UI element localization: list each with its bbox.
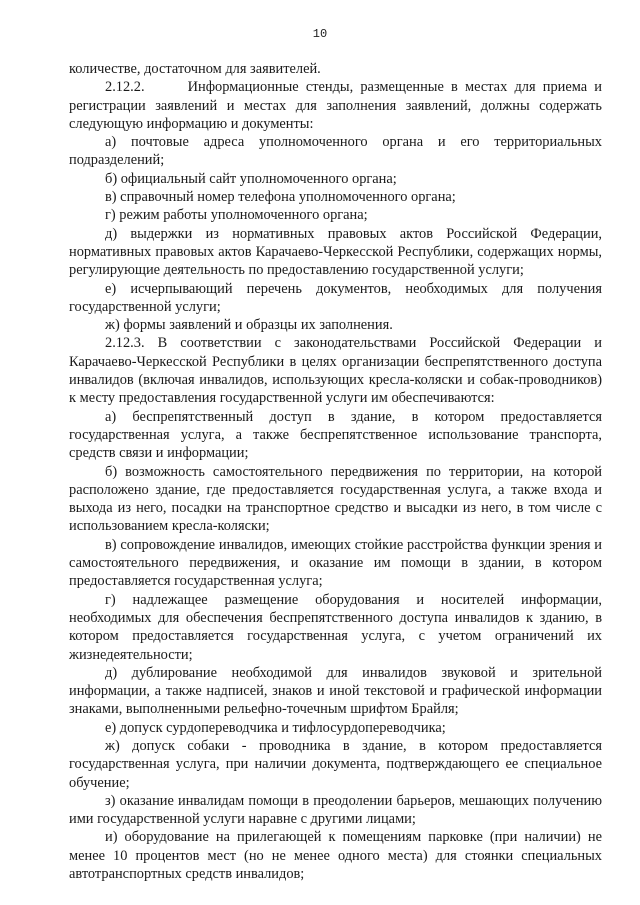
list-item-d-legal-acts: д) выдержки из нормативных правовых актов Российской Федерации, нормативных правовых актов Карачаево-Черкесской Республики, содержащих нормы, регулирующие деятельность по предоставлению государственной услуги; — [69, 225, 602, 279]
list-item-zh-guide-dog: ж) допуск собаки - проводника в здание, в котором предоставляется государственная услуга, при наличии документа, подтверждающего ее специальное обучение; — [69, 737, 602, 791]
list-item-g-equipment: г) надлежащее размещение оборудования и носителей информации, необходимых для обеспечения беспрепятственного доступа инвалидов к зданию, в котором предоставляется государственная услуга, с учетом ограничений их жизнедеятельности; — [69, 591, 602, 663]
list-item-i-parking: и) оборудование на прилегающей к помещениям парковке (при наличии) не менее 10 процентов мест (но не менее одного места) для стоянки специальных автотранспортных средств инвалидов; — [69, 829, 602, 883]
list-item-b-website: б) официальный сайт уполномоченного органа; — [105, 170, 397, 187]
list-item-zh-forms: ж) формы заявлений и образцы их заполнения. — [105, 317, 393, 334]
list-item-e-interpreter: е) допуск сурдопереводчика и тифлосурдопереводчика; — [105, 719, 446, 736]
paragraph-continuation: количестве, достаточном для заявителей. — [69, 61, 321, 77]
paragraph-2-12-3: 2.12.3. В соответствии с законодательствами Российской Федерации и Карачаево-Черкесской Республики в целях организации беспрепятственного доступа инвалидов (включая инвалидов, использующих кресла-коляски и собак-проводников) к месту предоставления государственной услуги им обеспечиваются: — [69, 335, 602, 407]
list-item-v-escort: в) сопровождение инвалидов, имеющих стойкие расстройства функции зрения и самостоятельного передвижения, и оказание им помощи в здании, в котором предоставляется государственная услуга; — [69, 536, 602, 590]
list-item-d-braille: д) дублирование необходимой для инвалидов звуковой и зрительной информации, а также надписей, знаков и иной текстовой и графической информации знаками, выполненными рельефно-точечным шрифтом Брайля; — [69, 664, 602, 718]
list-item-z-barriers: з) оказание инвалидам помощи в преодолении барьеров, мешающих получению ими государственной услуги наравне с другими лицами; — [69, 792, 602, 828]
list-item-a-addresses: а) почтовые адреса уполномоченного органа и его территориальных подразделений; — [69, 134, 602, 169]
list-item-e-documents: е) исчерпывающий перечень документов, необходимых для получения государственной услуги; — [69, 280, 602, 315]
paragraph-2-12-2: 2.12.2. Информационные стенды, размещенные в местах для приема и регистрации заявлений и местах для заполнения заявлений, должны содержать следующую информацию и документы: — [69, 79, 602, 132]
document-body — [69, 60, 602, 883]
page-number: 10 — [312, 27, 328, 41]
list-item-b-movement: б) возможность самостоятельного передвижения по территории, на которой расположено здание, где предоставляется государственная услуга, а также входа и выхода из него, посадки на транспортное средство и высадки из него, в том числе с использованием кресла-коляски; — [69, 463, 602, 535]
list-item-a-access: а) беспрепятственный доступ в здание, в котором предоставляется государственная услуга, а также беспрепятственное использование транспорта, средств связи и информации; — [69, 408, 602, 462]
list-item-g-schedule: г) режим работы уполномоченного органа; — [105, 207, 368, 224]
list-item-v-phone: в) справочный номер телефона уполномоченного органа; — [105, 189, 456, 206]
